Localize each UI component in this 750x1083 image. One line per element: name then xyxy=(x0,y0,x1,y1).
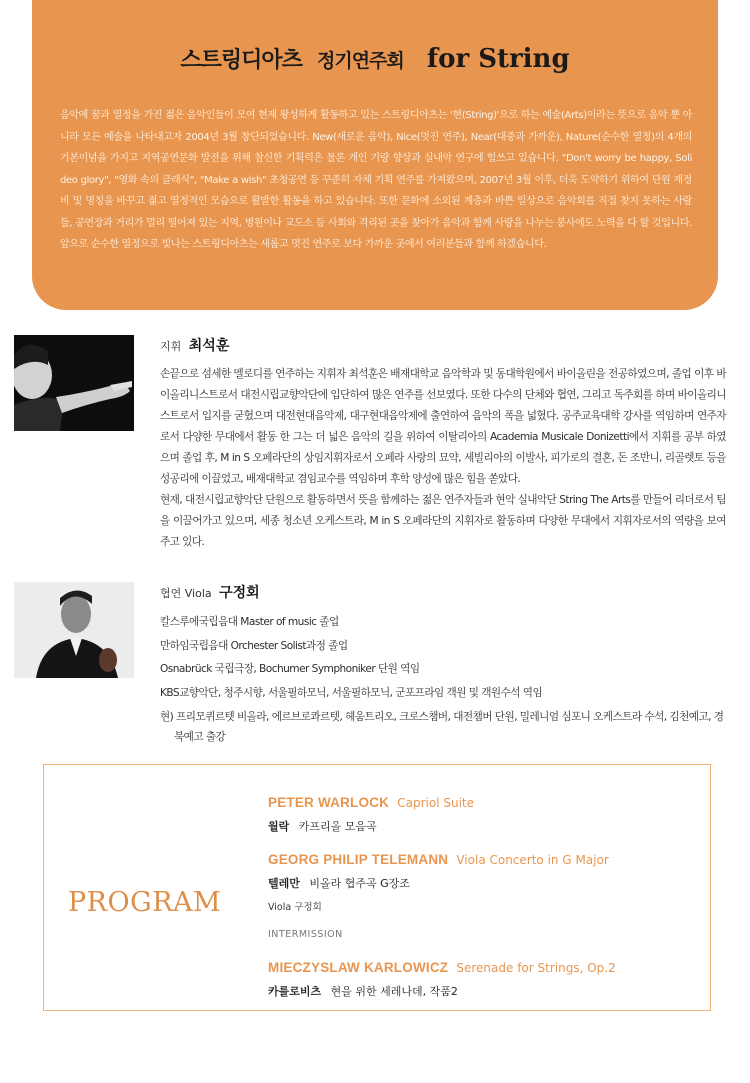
intermission-label: INTERMISSION xyxy=(268,929,343,940)
conductor-photo xyxy=(14,335,134,431)
career-item: KBS교향악단, 청주시향, 서울필하모닉, 서울필하모닉, 군포프라임 객원 및 객원수석 역임 xyxy=(160,686,543,699)
career-item: 현) 프리모퀴르텟 비올라, 에르브로콰르텟, 헤움트리오, 크로스챔버, 대전챔버 단원, 밀레니엄 심포니 오케스트라 수석, 김천예고, 경북예고 출강 xyxy=(160,711,724,743)
conductor-paragraph: 손끝으로 섬세한 멜로디를 연주하는 지휘자 최석훈은 배재대학교 음악학과 및 동대학원에서 바이올린을 전공하였으며, 졸업 이후 바이올리니스트로서 대전시립교향악단에 입단하여 많은 연주를 선보였다. 또한 다수의 단체와 협연, 그리고 독주회를 하며 바이올리니스트로서 입지를 굳혔으며 대전현대음악제, 대구현대음악제에 출연하여 음악의 폭을 넓혔다. 공주교육대학 강사를 역임하며 연주자로서 다양한 무대에서 활동 한 그는 더 넓은 음악의 길을 위하여 이탈리아의 Academia Musicale Donizetti에서 지휘를 공부 하였으며 졸업 후, M in S 오페라단의 상임지휘자로서 오페라 사랑의 묘약, 세빌리아의 이발사, 피가로의 결혼, 돈 조반니, 리골렛토 등을 성공리에 이끌었고, 배재대학교 겸임교수를 역임하며 후학 양성에 많은 힘을 쏟았다. xyxy=(160,368,726,485)
soloist-role: 협연 Viola xyxy=(160,587,212,600)
conductor-paragraph: 현재, 대전시립교향악단 단원으로 활동하면서 뜻을 함께하는 젊은 연주자들과 현악 실내악단 String The Arts를 만들어 리더로서 팀을 이끌어가고 있으며, 세종 청소년 오케스트라, M in S 오페라단의 지휘자로 활동하며 다양한 무대에서 지휘자로서의 역량을 보여주고 있다. xyxy=(160,494,726,548)
composer-name: PETER WARLOCK xyxy=(268,795,390,810)
soloist-photo xyxy=(14,582,134,678)
program-piece xyxy=(268,852,700,913)
work-korean: 비올라 협주곡 G장조 xyxy=(309,877,410,890)
composer-korean: 카를로비츠 xyxy=(268,985,322,998)
conductor-role: 지휘 xyxy=(160,340,182,353)
work-title: Viola Concerto in G Major xyxy=(456,853,609,867)
program-list xyxy=(268,795,700,1017)
conductor-bio-text xyxy=(160,364,726,553)
soloist-career-list xyxy=(160,611,726,747)
intro-panel xyxy=(32,0,718,310)
program-piece xyxy=(268,960,700,999)
work-title: Serenade for Strings, Op.2 xyxy=(456,961,616,975)
conductor-name: 최석훈 xyxy=(188,338,230,354)
concert-type: 정기연주회 xyxy=(317,50,404,72)
ensemble-name: 스트링디아츠 xyxy=(180,48,302,73)
career-item: 칼스루에국립음대 Master of music 졸업 xyxy=(160,616,339,628)
composer-name: MIECZYSLAW KARLOWICZ xyxy=(268,960,449,975)
career-item: Osnabrück 국립극장, Bochumer Symphoniker 단원 역임 xyxy=(160,663,420,675)
intro-body: 음악에 꿈과 열정을 가진 젊은 음악인들이 모여 현재 왕성하게 활동하고 있는 스트링디아츠는 '현(String)'으로 하는 예술(Arts)이라는 뜻으로 음악 뿐 아니라 모든 예술을 나타내고자 2004년 3월 창단되었습니다. New(새로운 음악), Nice(멋진 연주), Near(대중과 가까운), Nature(순수한 열정)의 4개의 기본이념을 가지고 지역공연문화 발전을 위해 참신한 기획력은 물론 개인 기량 향상과 실내악 연구에 힘쓰고 있습니다. "Don't worry be happy, Soli deo glory", "영화 속의 클래식", "Make a wish" 초청공연 등 꾸준히 자체 기획 연주를 가져왔으며, 2007년 3월 이후, 더욱 도약하기 위하여 단원 재정비 및 명칭을 바꾸고 젊고 열정적인 모습으로 활발한 활동을 하고 있습니다. 또한 문화에 소외된 계층과 바쁜 일상으로 음악회를 직접 찾지 못하는 사람들, 공연장과 거리가 멀리 떨어져 있는 지역, 병원이나 교도소 등 사회와 격리된 곳을 찾아가 음악과 함께 사랑을 나누는 봉사에도 노력을 다 할 것입니다. 앞으로 순수한 열정으로 빛나는 스트링디아츠는 새롭고 멋진 연주로 보다 가까운 곳에서 여러분들과 함께 하겠습니다. xyxy=(60,110,692,250)
program-heading: PROGRAM xyxy=(68,887,222,918)
composer-name: GEORG PHILIP TELEMANN xyxy=(268,852,449,867)
work-korean: 카프리올 모음곡 xyxy=(298,820,377,833)
composer-korean: 텔레만 xyxy=(268,877,300,890)
conductor-bio xyxy=(160,335,726,553)
soloist-name: 구정회 xyxy=(219,585,260,601)
intro-title xyxy=(32,37,718,75)
concert-subtitle: for String xyxy=(426,44,570,74)
work-title: Capriol Suite xyxy=(397,796,475,810)
program-piece xyxy=(268,795,700,834)
conductor-heading xyxy=(160,335,726,355)
career-item: 만하임국립음대 Orchester Solist과정 졸업 xyxy=(160,639,348,652)
work-korean: 현을 위한 세레나데, 작품2 xyxy=(330,985,458,998)
soloist-heading xyxy=(160,582,726,602)
performer: Viola 구정회 xyxy=(268,902,322,913)
composer-korean: 월락 xyxy=(268,820,290,833)
soloist-bio xyxy=(160,582,726,747)
program-box xyxy=(43,764,711,1011)
